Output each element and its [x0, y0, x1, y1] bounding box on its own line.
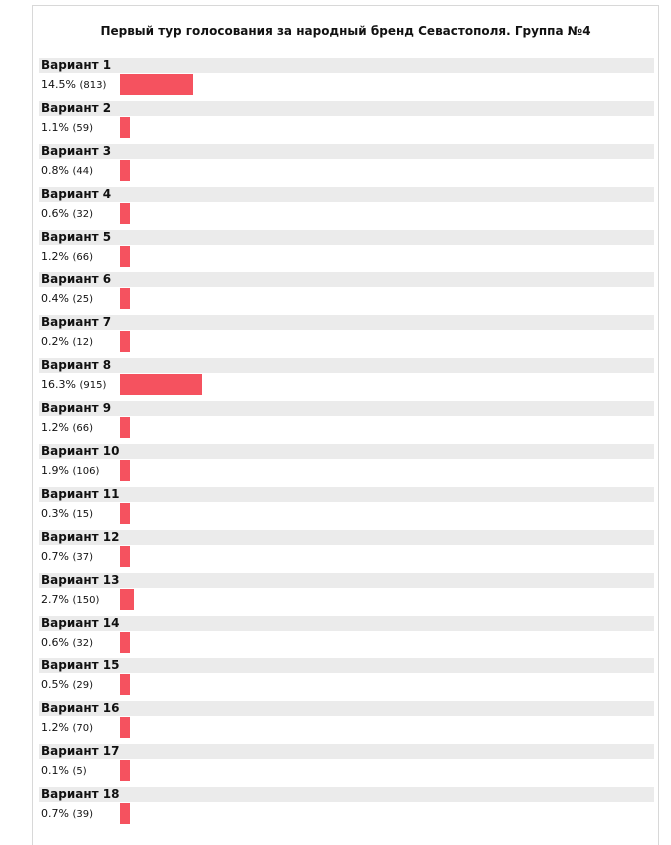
option-result-text: [41, 421, 93, 436]
option-result-row: [39, 245, 654, 273]
option-result-text: [41, 764, 87, 779]
option-result-bar: [120, 546, 130, 567]
option-label: Вариант 4: [39, 187, 654, 202]
option-percent: 0.7%: [41, 807, 69, 821]
option-result-bar: [120, 331, 130, 352]
option-vote-count: (29): [72, 680, 93, 692]
poll-option: [39, 101, 654, 144]
option-vote-count: (813): [79, 80, 107, 91]
option-result-row: [39, 545, 654, 573]
option-result-text: [41, 721, 93, 736]
poll-options-list: [39, 58, 654, 830]
option-result-bar: [120, 117, 130, 138]
option-result-text: [41, 636, 93, 651]
option-result-bar: [120, 160, 130, 181]
option-label: Вариант 12: [39, 530, 654, 545]
option-percent: 0.8%: [41, 163, 69, 177]
option-label: Вариант 10: [39, 444, 654, 459]
option-result-bar: [120, 460, 130, 481]
option-result-text: [41, 121, 93, 136]
poll-option: [39, 530, 654, 573]
option-vote-count: (59): [72, 122, 93, 134]
option-vote-count: (12): [72, 337, 93, 349]
option-percent: 0.4%: [41, 292, 69, 306]
option-result-row: [39, 802, 654, 830]
option-vote-count: (25): [72, 294, 93, 306]
poll-option: [39, 616, 654, 659]
option-label: Вариант 14: [39, 616, 654, 631]
option-percent: 0.2%: [41, 335, 69, 349]
poll-option: [39, 744, 654, 787]
option-result-row: [39, 330, 654, 358]
option-result-row: [39, 588, 654, 616]
option-percent: 1.1%: [41, 120, 69, 134]
option-result-bar: [120, 717, 130, 738]
option-percent: 14.5%: [41, 78, 76, 91]
poll-option: [39, 315, 654, 358]
option-vote-count: (106): [72, 466, 100, 478]
option-result-bar: [120, 288, 130, 309]
option-result-row: [39, 673, 654, 701]
option-vote-count: (32): [72, 208, 93, 220]
option-label: Вариант 3: [39, 144, 654, 159]
option-label: Вариант 2: [39, 101, 654, 116]
option-result-bar: [120, 246, 130, 267]
option-result-text: [41, 292, 93, 307]
poll-option: [39, 187, 654, 230]
option-label: Вариант 15: [39, 658, 654, 673]
option-percent: 1.2%: [41, 421, 69, 435]
option-result-text: [41, 164, 93, 179]
option-percent: 0.3%: [41, 506, 69, 520]
option-result-text: [41, 207, 93, 222]
option-label: Вариант 8: [39, 358, 654, 373]
poll-title: Первый тур голосования за народный бренд Севастополя. Группа №4: [100, 24, 591, 38]
option-result-bar: [120, 803, 130, 824]
option-result-row: [39, 116, 654, 144]
option-result-text: [41, 507, 93, 522]
poll-option: [39, 58, 654, 101]
option-vote-count: (915): [79, 380, 107, 392]
poll-option: [39, 272, 654, 315]
option-percent: 16.3%: [41, 378, 76, 392]
option-result-text: [41, 250, 93, 265]
option-result-bar: [120, 589, 134, 610]
option-label: Вариант 6: [39, 272, 654, 287]
option-result-text: [41, 807, 93, 822]
option-result-bar: [120, 760, 130, 781]
option-result-row: [39, 73, 654, 101]
option-result-text: [41, 378, 106, 393]
option-vote-count: (66): [72, 251, 93, 263]
option-vote-count: (32): [72, 637, 93, 649]
poll-option: [39, 230, 654, 273]
poll-option: [39, 658, 654, 701]
option-label: Вариант 17: [39, 744, 654, 759]
poll-option: [39, 358, 654, 401]
option-label: Вариант 7: [39, 315, 654, 330]
poll-panel: [32, 5, 659, 845]
option-result-bar: [120, 417, 130, 438]
option-result-text: [41, 335, 93, 350]
option-result-bar: [120, 203, 130, 224]
option-result-row: [39, 202, 654, 230]
option-result-text: [41, 78, 106, 93]
option-result-text: [41, 464, 99, 479]
option-percent: 2.7%: [41, 592, 69, 606]
option-label: Вариант 16: [39, 701, 654, 716]
option-result-row: [39, 759, 654, 787]
option-percent: 1.9%: [41, 464, 69, 478]
option-result-row: [39, 373, 654, 401]
option-percent: 0.6%: [41, 635, 69, 649]
option-result-bar: [120, 674, 130, 695]
option-result-row: [39, 287, 654, 315]
poll-option: [39, 401, 654, 444]
option-result-text: [41, 678, 93, 693]
option-result-row: [39, 416, 654, 444]
poll-option: [39, 444, 654, 487]
option-vote-count: (37): [72, 551, 93, 563]
option-result-row: [39, 716, 654, 744]
option-label: Вариант 5: [39, 230, 654, 245]
option-result-bar: [120, 374, 202, 395]
option-label: Вариант 18: [39, 787, 654, 802]
option-label: Вариант 9: [39, 401, 654, 416]
option-result-row: [39, 631, 654, 659]
option-vote-count: (150): [72, 594, 100, 606]
option-result-text: [41, 593, 99, 608]
option-result-row: [39, 502, 654, 530]
option-result-bar: [120, 632, 130, 653]
option-result-row: [39, 459, 654, 487]
option-percent: 1.2%: [41, 721, 69, 735]
poll-option: [39, 701, 654, 744]
option-result-bar: [120, 503, 130, 524]
option-vote-count: (5): [72, 766, 87, 778]
poll-option: [39, 144, 654, 187]
option-vote-count: (44): [72, 165, 93, 177]
poll-option: [39, 487, 654, 530]
option-vote-count: (15): [72, 508, 93, 520]
option-result-text: [41, 550, 93, 565]
option-label: Вариант 13: [39, 573, 654, 588]
option-vote-count: (70): [72, 723, 93, 735]
option-percent: 0.7%: [41, 549, 69, 563]
option-result-row: [39, 159, 654, 187]
option-label: Вариант 11: [39, 487, 654, 502]
option-percent: 0.6%: [41, 206, 69, 220]
option-percent: 1.2%: [41, 249, 69, 263]
option-vote-count: (66): [72, 423, 93, 435]
option-result-bar: [120, 74, 193, 95]
option-percent: 0.5%: [41, 678, 69, 692]
option-percent: 0.1%: [41, 764, 69, 778]
poll-option: [39, 573, 654, 616]
option-label: Вариант 1: [39, 58, 654, 73]
option-vote-count: (39): [72, 809, 93, 821]
